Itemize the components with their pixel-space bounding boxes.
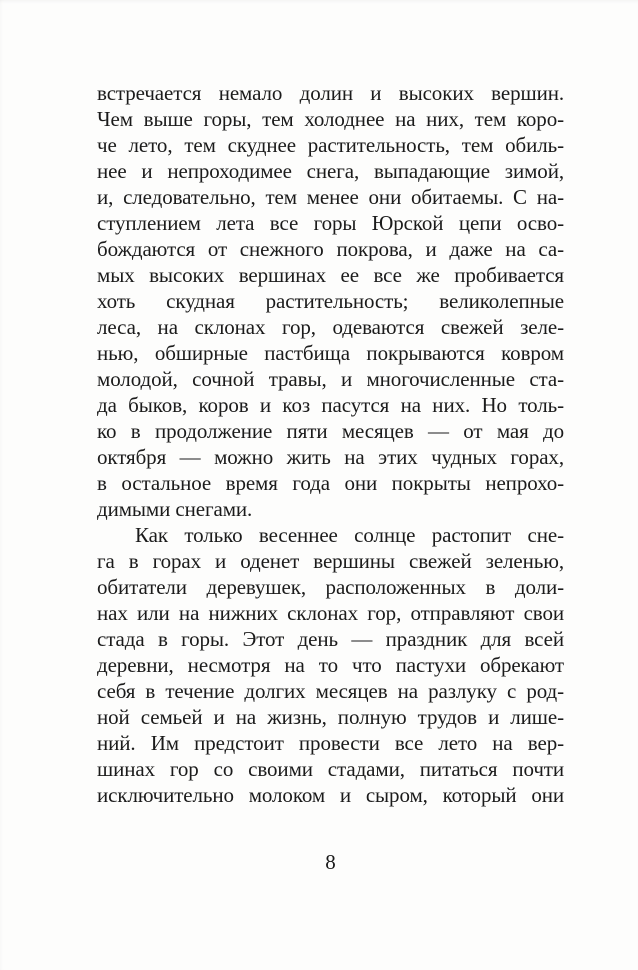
text-line: ко в продолжение пяти месяцев — от мая до	[97, 419, 564, 443]
text-line: Как только весеннее солнце растопит сне-	[135, 523, 564, 547]
text-line: стада в горы. Этот день — праздник для всей	[97, 627, 564, 651]
text-line: че лето, тем скуднее растительность, тем обиль-	[97, 133, 564, 157]
page-number: 8	[325, 850, 336, 874]
text-line: ной семьей и на жизнь, полную трудов и лише-	[97, 705, 564, 729]
text-line: Чем выше горы, тем холоднее на них, тем коро-	[97, 107, 564, 131]
text-line: деревни, несмотря на то что пастухи обрекают	[97, 653, 564, 677]
text-line: нее и непроходимее снега, выпадающие зимой,	[97, 159, 564, 183]
text-line: леса, на склонах гор, одеваются свежей зеле-	[97, 315, 564, 339]
text-line: да быков, коров и коз пасутся на них. Но толь-	[97, 393, 564, 417]
text-line: исключительно молоком и сыром, который они	[97, 783, 564, 807]
text-line: нах или на нижних склонах гор, отправляют свои	[97, 601, 564, 625]
text-line: ний. Им предстоит провести все лето на вер-	[97, 731, 564, 755]
text-line: нью, обширные пастбища покрываются ковром	[97, 341, 564, 365]
page-text-block	[97, 80, 564, 808]
text-line: и, следовательно, тем менее они обитаемы. С на-	[97, 185, 564, 209]
text-line: шинах гор со своими стадами, питаться почти	[97, 757, 564, 781]
text-line: ступлением лета все горы Юрской цепи осво-	[97, 211, 564, 235]
text-line: себя в течение долгих месяцев на разлуку с род-	[97, 679, 564, 703]
text-line: мых высоких вершинах ее все же пробивается	[97, 263, 564, 287]
text-line: в остальное время года они покрыты непрохо-	[97, 471, 564, 495]
paragraph	[97, 522, 564, 808]
text-line: встречается немало долин и высоких вершин.	[97, 81, 564, 105]
text-line: молодой, сочной травы, и многочисленные ста-	[97, 367, 564, 391]
text-line: октября — можно жить на этих чудных горах,	[97, 445, 564, 469]
text-line: бождаются от снежного покрова, и даже на са-	[97, 237, 564, 261]
text-line: димыми снегами.	[97, 497, 253, 521]
text-line: хоть скудная растительность; великолепные	[97, 289, 564, 313]
text-line: обитатели деревушек, расположенных в доли-	[97, 575, 564, 599]
paragraph	[97, 80, 564, 522]
text-line: га в горах и оденет вершины свежей зеленью,	[97, 549, 564, 573]
